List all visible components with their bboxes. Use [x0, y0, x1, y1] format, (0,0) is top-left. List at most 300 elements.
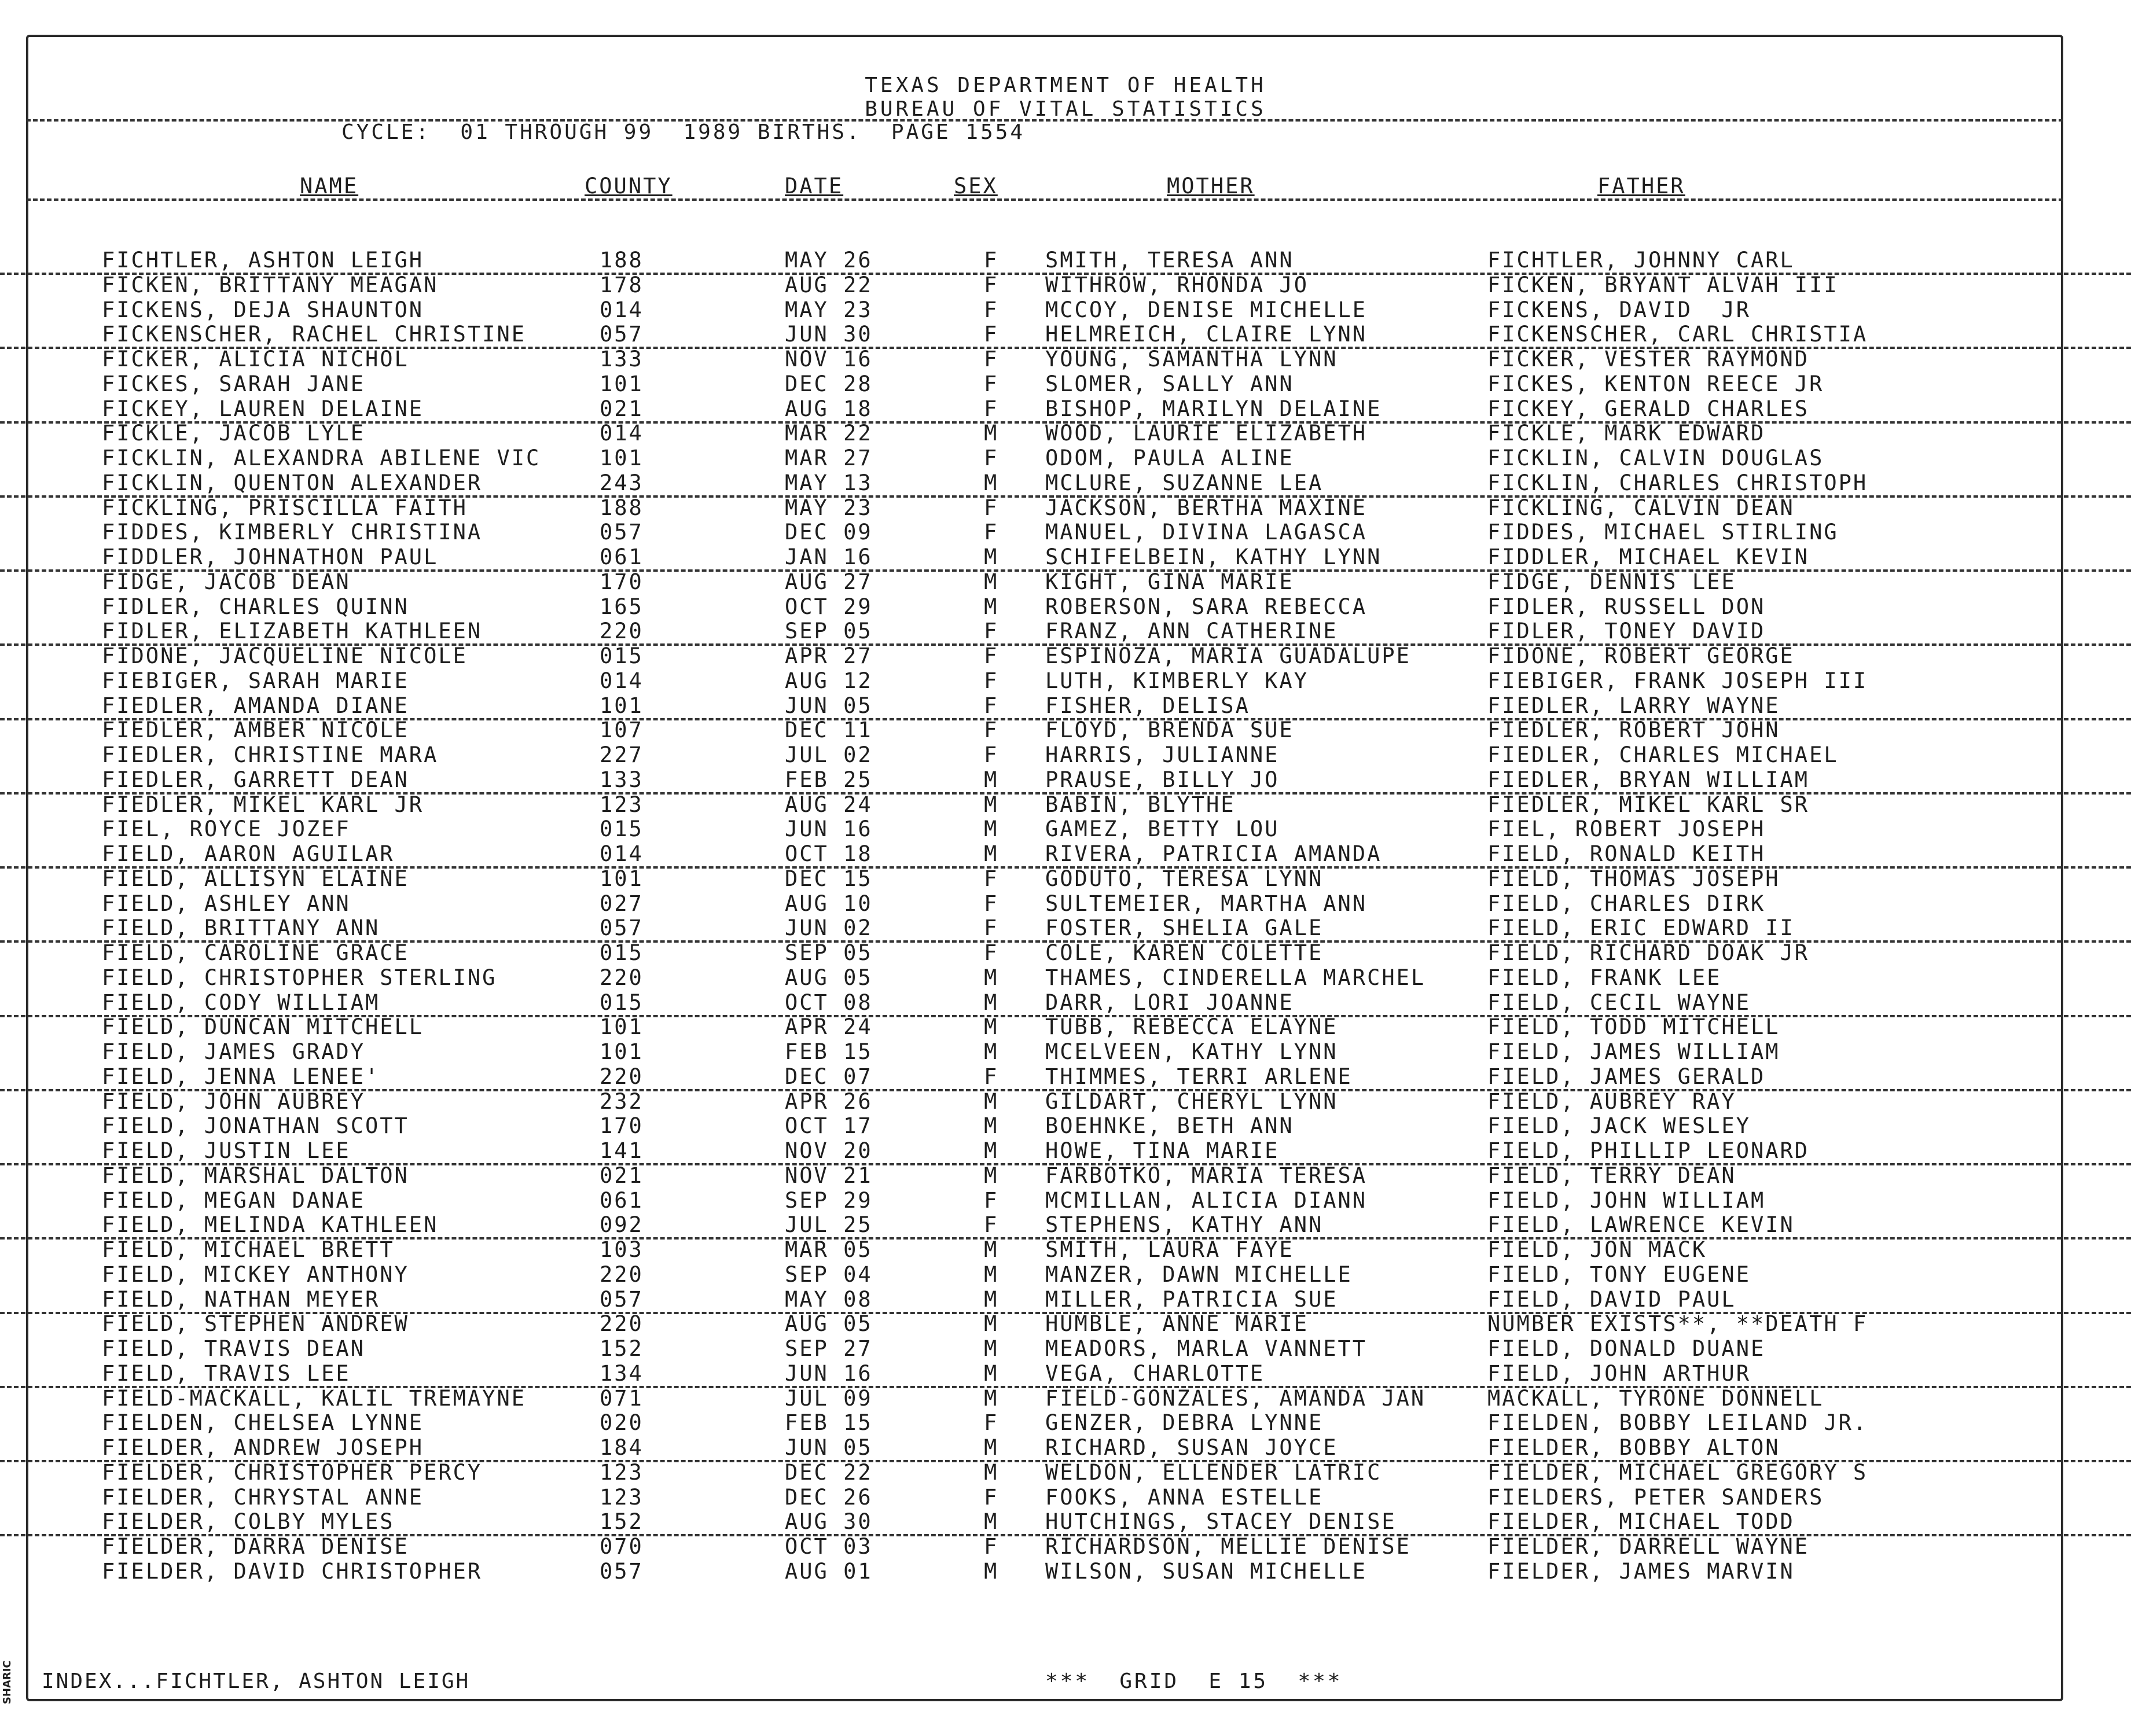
record-name: FICKEN, BRITTANY MEAGAN	[102, 272, 439, 297]
record-row	[0, 619, 2131, 646]
record-father: FICKER, VESTER RAYMOND	[1487, 347, 1810, 372]
record-mother: MCMILLAN, ALICIA DIANN	[1045, 1187, 1368, 1213]
record-mother: BABIN, BLYTHE	[1045, 792, 1236, 817]
record-sex: M	[984, 767, 999, 792]
record-mother: ESPINOZA, MARIA GUADALUPE	[1045, 643, 1411, 668]
record-row	[0, 1485, 2131, 1510]
record-father: FIDDLER, MICHAEL KEVIN	[1487, 545, 1810, 569]
column-header-name: NAME	[300, 174, 359, 198]
record-name: FIELDER, ANDREW JOSEPH	[102, 1435, 424, 1460]
record-father: FICKES, KENTON REECE JR	[1487, 371, 1824, 396]
record-sex: F	[984, 248, 999, 273]
record-row	[0, 1138, 2131, 1165]
record-mother: GODUTO, TERESA LYNN	[1045, 866, 1324, 891]
record-name: FIELD, BRITTANY ANN	[102, 915, 380, 941]
record-date: MAY 26	[785, 248, 873, 273]
record-name: FIDDLER, JOHNATHON PAUL	[102, 545, 439, 569]
record-sex: F	[984, 693, 999, 718]
record-date: SEP 05	[785, 940, 873, 965]
record-sex: F	[984, 891, 999, 916]
record-date: OCT 17	[785, 1113, 873, 1139]
record-sex: M	[984, 1311, 999, 1337]
record-father: FIELDER, JAMES MARVIN	[1487, 1558, 1795, 1584]
record-sex: M	[984, 470, 999, 495]
record-row	[0, 1336, 2131, 1361]
record-county: 133	[600, 347, 644, 372]
record-row	[0, 1460, 2131, 1485]
record-mother: HUMBLE, ANNE MARIE	[1045, 1311, 1309, 1337]
record-date: JUL 09	[785, 1385, 873, 1411]
record-date: JUL 25	[785, 1212, 873, 1238]
record-sex: M	[984, 792, 999, 817]
record-county: 015	[600, 816, 644, 842]
record-date: APR 26	[785, 1088, 873, 1114]
record-row	[0, 421, 2131, 446]
record-county: 101	[600, 866, 644, 891]
record-row	[0, 1534, 2131, 1559]
record-date: DEC 11	[785, 718, 873, 743]
record-mother: JACKSON, BERTHA MAXINE	[1045, 495, 1368, 520]
record-name: FICKES, SARAH JANE	[102, 371, 365, 396]
record-mother: MANZER, DAWN MICHELLE	[1045, 1261, 1353, 1287]
record-mother: WILSON, SUSAN MICHELLE	[1045, 1558, 1368, 1584]
record-father: FIDLER, TONEY DAVID	[1487, 619, 1766, 644]
record-father: FIEDLER, CHARLES MICHAEL	[1487, 742, 1839, 767]
column-header-father: FATHER	[1597, 174, 1685, 198]
record-sex: F	[984, 1410, 999, 1436]
record-row	[0, 569, 2131, 594]
record-county: 014	[600, 421, 644, 446]
record-name: FIEDLER, MIKEL KARL JR	[102, 792, 424, 817]
record-date: MAR 05	[785, 1237, 873, 1262]
record-row	[0, 1287, 2131, 1314]
record-name: FIEDLER, AMANDA DIANE	[102, 693, 409, 718]
record-county: 015	[600, 643, 644, 668]
record-date: MAY 13	[785, 470, 873, 495]
record-sex: F	[984, 915, 999, 941]
record-date: OCT 18	[785, 841, 873, 866]
record-mother: FRANZ, ANN CATHERINE	[1045, 619, 1338, 644]
record-name: FICKLIN, QUENTON ALEXANDER	[102, 470, 483, 495]
record-sex: F	[984, 297, 999, 322]
record-county: 107	[600, 718, 644, 743]
record-father: NUMBER EXISTS**, **DEATH F	[1487, 1311, 1868, 1337]
record-county: 134	[600, 1360, 644, 1386]
record-father: FIELD, TERRY DEAN	[1487, 1163, 1736, 1188]
record-mother: RICHARDSON, MELLIE DENISE	[1045, 1534, 1411, 1559]
record-father: FICKENS, DAVID JR	[1487, 297, 1751, 322]
record-name: FIELD, MELINDA KATHLEEN	[102, 1212, 439, 1238]
record-mother: THIMMES, TERRI ARLENE	[1045, 1064, 1353, 1089]
record-date: DEC 28	[785, 371, 873, 396]
header-bureau: BUREAU OF VITAL STATISTICS	[865, 97, 1266, 121]
record-county: 188	[600, 495, 644, 520]
record-father: FIELDEN, BOBBY LEILAND JR.	[1487, 1410, 1868, 1436]
record-date: AUG 01	[785, 1558, 873, 1584]
record-mother: BOEHNKE, BETH ANN	[1045, 1113, 1294, 1139]
record-date: OCT 08	[785, 990, 873, 1015]
record-county: 061	[600, 1187, 644, 1213]
record-name: FIELDER, CHRYSTAL ANNE	[102, 1484, 424, 1510]
record-sex: M	[984, 965, 999, 990]
footer-index: INDEX...FICHTLER, ASHTON LEIGH	[42, 1669, 471, 1693]
record-mother: SLOMER, SALLY ANN	[1045, 371, 1294, 396]
record-county: 061	[600, 545, 644, 569]
record-father: FIELD, TODD MITCHELL	[1487, 1014, 1780, 1040]
record-sex: M	[984, 1138, 999, 1163]
record-date: DEC 26	[785, 1484, 873, 1510]
record-mother: SULTEMEIER, MARTHA ANN	[1045, 891, 1368, 916]
record-date: JUN 16	[785, 816, 873, 842]
record-name: FIELDER, COLBY MYLES	[102, 1509, 395, 1535]
record-name: FIELD, ALLISYN ELAINE	[102, 866, 409, 891]
record-mother: ODOM, PAULA ALINE	[1045, 446, 1294, 470]
record-sex: M	[984, 545, 999, 569]
record-date: AUG 05	[785, 965, 873, 990]
record-date: JUN 30	[785, 322, 873, 347]
record-name: FICHTLER, ASHTON LEIGH	[102, 248, 424, 273]
record-father: FIELD, LAWRENCE KEVIN	[1487, 1212, 1795, 1238]
record-county: 014	[600, 841, 644, 866]
record-date: OCT 29	[785, 594, 873, 619]
record-mother: VEGA, CHARLOTTE	[1045, 1360, 1265, 1386]
record-mother: LUTH, KIMBERLY KAY	[1045, 668, 1309, 693]
record-father: FIELD, CECIL WAYNE	[1487, 990, 1751, 1015]
record-date: MAY 23	[785, 297, 873, 322]
record-row	[0, 792, 2131, 817]
record-mother: COLE, KAREN COLETTE	[1045, 940, 1324, 965]
record-date: APR 27	[785, 643, 873, 668]
record-county: 220	[600, 619, 644, 644]
record-sex: M	[984, 1014, 999, 1040]
record-sex: M	[984, 569, 999, 594]
record-father: FIELD, DAVID PAUL	[1487, 1286, 1736, 1312]
record-row	[0, 297, 2131, 322]
record-row	[0, 1237, 2131, 1262]
record-name: FIDLER, ELIZABETH KATHLEEN	[102, 619, 483, 644]
record-sex: F	[984, 1064, 999, 1089]
record-county: 101	[600, 1014, 644, 1040]
record-father: FICKLING, CALVIN DEAN	[1487, 495, 1795, 520]
record-father: FICKEN, BRYANT ALVAH III	[1487, 272, 1839, 297]
record-father: FIEDLER, MIKEL KARL SR	[1487, 792, 1810, 817]
record-date: NOV 20	[785, 1138, 873, 1163]
record-mother: WOOD, LAURIE ELIZABETH	[1045, 421, 1368, 446]
cycle-line: CYCLE: 01 THROUGH 99 1989 BIRTHS. PAGE 1554	[341, 120, 1025, 144]
record-sex: M	[984, 1435, 999, 1460]
record-father: FIELD, JOHN ARTHUR	[1487, 1360, 1751, 1386]
record-county: 101	[600, 446, 644, 470]
record-county: 170	[600, 1113, 644, 1139]
record-father: FIDGE, DENNIS LEE	[1487, 569, 1736, 594]
record-name: FIDLER, CHARLES QUINN	[102, 594, 409, 619]
record-mother: GAMEZ, BETTY LOU	[1045, 816, 1280, 842]
record-row	[0, 1559, 2131, 1584]
record-mother: HARRIS, JULIANNE	[1045, 742, 1280, 767]
record-date: JAN 16	[785, 545, 873, 569]
record-row	[0, 446, 2131, 470]
record-county: 220	[600, 1261, 644, 1287]
record-name: FIDDES, KIMBERLY CHRISTINA	[102, 520, 483, 545]
record-name: FIELDER, DARRA DENISE	[102, 1534, 409, 1559]
record-county: 141	[600, 1138, 644, 1163]
record-name: FICKER, ALICIA NICHOL	[102, 347, 409, 372]
record-row	[0, 1311, 2131, 1336]
record-county: 220	[600, 965, 644, 990]
record-date: AUG 30	[785, 1509, 873, 1535]
record-date: AUG 22	[785, 272, 873, 297]
record-mother: MEADORS, MARLA VANNETT	[1045, 1336, 1368, 1361]
record-name: FIELD, CAROLINE GRACE	[102, 940, 409, 965]
record-father: FICKLE, MARK EDWARD	[1487, 421, 1766, 446]
record-mother: WELDON, ELLENDER LATRIC	[1045, 1459, 1382, 1485]
record-sex: M	[984, 421, 999, 446]
record-date: AUG 24	[785, 792, 873, 817]
record-mother: PRAUSE, BILLY JO	[1045, 767, 1280, 792]
record-father: FIEBIGER, FRANK JOSEPH III	[1487, 668, 1868, 693]
record-mother: HELMREICH, CLAIRE LYNN	[1045, 322, 1368, 347]
record-mother: YOUNG, SAMANTHA LYNN	[1045, 347, 1338, 372]
record-county: 057	[600, 915, 644, 941]
record-mother: FIELD-GONZALES, AMANDA JAN	[1045, 1385, 1426, 1411]
record-row	[0, 1509, 2131, 1536]
column-header-rule	[26, 198, 2063, 201]
record-date: MAR 27	[785, 446, 873, 470]
record-mother: HUTCHINGS, STACEY DENISE	[1045, 1509, 1397, 1535]
record-name: FIELD, JENNA LENEE'	[102, 1064, 380, 1089]
record-county: 071	[600, 1385, 644, 1411]
record-father: FIELD, DONALD DUANE	[1487, 1336, 1766, 1361]
record-sex: M	[984, 1558, 999, 1584]
record-row	[0, 1386, 2131, 1411]
record-sex: M	[984, 1336, 999, 1361]
record-date: AUG 12	[785, 668, 873, 693]
side-watermark: SHARIC	[1, 1660, 13, 1704]
record-date: DEC 09	[785, 520, 873, 545]
record-name: FIDONE, JACQUELINE NICOLE	[102, 643, 468, 668]
record-father: FIELD, JAMES GERALD	[1487, 1064, 1766, 1089]
record-row	[0, 1113, 2131, 1138]
record-name: FIELD, DUNCAN MITCHELL	[102, 1014, 424, 1040]
record-county: 123	[600, 1484, 644, 1510]
record-name: FICKLING, PRISCILLA FAITH	[102, 495, 468, 520]
record-name: FIELD, ASHLEY ANN	[102, 891, 351, 916]
record-name: FICKENS, DEJA SHAUNTON	[102, 297, 424, 322]
record-county: 014	[600, 297, 644, 322]
record-row	[0, 1163, 2131, 1188]
record-date: MAY 08	[785, 1286, 873, 1312]
record-father: FIDDES, MICHAEL STIRLING	[1487, 520, 1839, 545]
record-row	[0, 742, 2131, 767]
record-sex: F	[984, 1212, 999, 1238]
record-father: FIDLER, RUSSELL DON	[1487, 594, 1766, 619]
record-sex: F	[984, 520, 999, 545]
record-county: 027	[600, 891, 644, 916]
record-county: 070	[600, 1534, 644, 1559]
record-date: AUG 18	[785, 396, 873, 421]
record-sex: F	[984, 347, 999, 372]
record-name: FIELD, MICHAEL BRETT	[102, 1237, 395, 1262]
record-name: FIELD, MEGAN DANAE	[102, 1187, 365, 1213]
record-row	[0, 396, 2131, 424]
record-father: FIELD, TONY EUGENE	[1487, 1261, 1751, 1287]
record-county: 057	[600, 520, 644, 545]
record-date: JUL 02	[785, 742, 873, 767]
record-mother: STEPHENS, KATHY ANN	[1045, 1212, 1324, 1238]
record-sex: F	[984, 322, 999, 347]
record-sex: F	[984, 668, 999, 693]
record-mother: SMITH, LAURA FAYE	[1045, 1237, 1294, 1262]
record-date: AUG 27	[785, 569, 873, 594]
record-sex: F	[984, 495, 999, 520]
record-name: FIELD, AARON AGUILAR	[102, 841, 395, 866]
record-sex: M	[984, 1509, 999, 1535]
record-mother: MCCOY, DENISE MICHELLE	[1045, 297, 1368, 322]
record-county: 123	[600, 792, 644, 817]
record-sex: F	[984, 1484, 999, 1510]
record-father: FIELDER, DARRELL WAYNE	[1487, 1534, 1810, 1559]
record-father: FIEDLER, LARRY WAYNE	[1487, 693, 1780, 718]
record-sex: M	[984, 1163, 999, 1188]
record-name: FIELD, MICKEY ANTHONY	[102, 1261, 409, 1287]
record-name: FIELD, NATHAN MEYER	[102, 1286, 380, 1312]
record-row	[0, 470, 2131, 498]
record-county: 133	[600, 767, 644, 792]
record-father: FIEDLER, BRYAN WILLIAM	[1487, 767, 1810, 792]
footer-grid-reference: *** GRID E 15 ***	[1045, 1669, 1343, 1693]
record-date: SEP 05	[785, 619, 873, 644]
record-name: FIELD-MACKALL, KALIL TREMAYNE	[102, 1385, 527, 1411]
record-sex: F	[984, 1534, 999, 1559]
record-row	[0, 1089, 2131, 1114]
record-name: FIELD, JAMES GRADY	[102, 1039, 365, 1064]
record-name: FIELDEN, CHELSEA LYNNE	[102, 1410, 424, 1436]
record-mother: FLOYD, BRENDA SUE	[1045, 718, 1294, 743]
record-father: FICKLIN, CHARLES CHRISTOPH	[1487, 470, 1868, 495]
record-row	[0, 767, 2131, 795]
record-row	[0, 1410, 2131, 1435]
record-row	[0, 866, 2131, 891]
record-date: AUG 05	[785, 1311, 873, 1337]
record-mother: ROBERSON, SARA REBECCA	[1045, 594, 1368, 619]
record-name: FICKEY, LAUREN DELAINE	[102, 396, 424, 421]
record-father: FIELDERS, PETER SANDERS	[1487, 1484, 1824, 1510]
column-header-mother: MOTHER	[1167, 174, 1255, 198]
record-name: FIELD, CODY WILLIAM	[102, 990, 380, 1015]
record-sex: M	[984, 990, 999, 1015]
record-sex: F	[984, 718, 999, 743]
record-name: FIELDER, CHRISTOPHER PERCY	[102, 1459, 483, 1485]
record-name: FICKENSCHER, RACHEL CHRISTINE	[102, 322, 527, 347]
record-county: 057	[600, 1286, 644, 1312]
record-father: FIELDER, BOBBY ALTON	[1487, 1435, 1780, 1460]
record-date: JUN 02	[785, 915, 873, 941]
record-county: 101	[600, 693, 644, 718]
record-mother: THAMES, CINDERELLA MARCHEL	[1045, 965, 1426, 990]
record-sex: M	[984, 1039, 999, 1064]
record-county: 057	[600, 1558, 644, 1584]
record-row	[0, 1039, 2131, 1064]
record-row	[0, 248, 2131, 275]
record-row	[0, 718, 2131, 742]
record-sex: F	[984, 643, 999, 668]
record-mother: MANUEL, DIVINA LAGASCA	[1045, 520, 1368, 545]
record-father: FIELD, THOMAS JOSEPH	[1487, 866, 1780, 891]
record-mother: RIVERA, PATRICIA AMANDA	[1045, 841, 1382, 866]
record-sex: M	[984, 816, 999, 842]
record-mother: TUBB, REBECCA ELAYNE	[1045, 1014, 1338, 1040]
header-rule	[26, 119, 2063, 122]
record-father: FIELD, AUBREY RAY	[1487, 1088, 1736, 1114]
record-father: FIEL, ROBERT JOSEPH	[1487, 816, 1766, 842]
record-mother: WITHROW, RHONDA JO	[1045, 272, 1309, 297]
record-mother: KIGHT, GINA MARIE	[1045, 569, 1294, 594]
record-father: FIELD, RONALD KEITH	[1487, 841, 1766, 866]
record-name: FIEDLER, CHRISTINE MARA	[102, 742, 439, 767]
record-row	[0, 1262, 2131, 1287]
record-county: 152	[600, 1336, 644, 1361]
record-father: FIELD, RICHARD DOAK JR	[1487, 940, 1810, 965]
record-row	[0, 1361, 2131, 1388]
record-row	[0, 668, 2131, 693]
record-county: 015	[600, 940, 644, 965]
record-father: FIELDER, MICHAEL TODD	[1487, 1509, 1795, 1535]
record-row	[0, 891, 2131, 916]
record-sex: F	[984, 446, 999, 470]
record-row	[0, 520, 2131, 545]
record-father: FIELD, CHARLES DIRK	[1487, 891, 1766, 916]
record-sex: F	[984, 742, 999, 767]
record-father: FIELDER, MICHAEL GREGORY S	[1487, 1459, 1868, 1485]
record-mother: SCHIFELBEIN, KATHY LYNN	[1045, 545, 1382, 569]
record-father: FIELD, JON MACK	[1487, 1237, 1707, 1262]
header-agency: TEXAS DEPARTMENT OF HEALTH	[865, 73, 1266, 97]
record-mother: DARR, LORI JOANNE	[1045, 990, 1294, 1015]
record-date: JUN 16	[785, 1360, 873, 1386]
record-father: FIELD, JOHN WILLIAM	[1487, 1187, 1766, 1213]
record-row	[0, 990, 2131, 1017]
record-name: FICKLE, JACOB LYLE	[102, 421, 365, 446]
record-father: FICKENSCHER, CARL CHRISTIA	[1487, 322, 1868, 347]
record-row	[0, 1212, 2131, 1240]
record-sex: M	[984, 1360, 999, 1386]
column-header-sex: SEX	[954, 174, 998, 198]
record-county: 165	[600, 594, 644, 619]
record-row	[0, 1435, 2131, 1462]
record-name: FIEDLER, AMBER NICOLE	[102, 718, 409, 743]
record-row	[0, 322, 2131, 349]
record-county: 092	[600, 1212, 644, 1238]
record-mother: HOWE, TINA MARIE	[1045, 1138, 1280, 1163]
record-date: NOV 16	[785, 347, 873, 372]
record-sex: M	[984, 594, 999, 619]
record-date: DEC 07	[785, 1064, 873, 1089]
record-county: 015	[600, 990, 644, 1015]
record-row	[0, 1064, 2131, 1091]
record-name: FIELD, JOHN AUBREY	[102, 1088, 365, 1114]
record-date: JUN 05	[785, 1435, 873, 1460]
record-mother: MILLER, PATRICIA SUE	[1045, 1286, 1338, 1312]
record-father: FIELD, PHILLIP LEONARD	[1487, 1138, 1810, 1163]
record-father: MACKALL, TYRONE DONNELL	[1487, 1385, 1824, 1411]
record-sex: M	[984, 841, 999, 866]
record-row	[0, 816, 2131, 841]
record-sex: M	[984, 1261, 999, 1287]
record-name: FIEL, ROYCE JOZEF	[102, 816, 351, 842]
record-county: 184	[600, 1435, 644, 1460]
record-row	[0, 940, 2131, 965]
record-county: 220	[600, 1064, 644, 1089]
